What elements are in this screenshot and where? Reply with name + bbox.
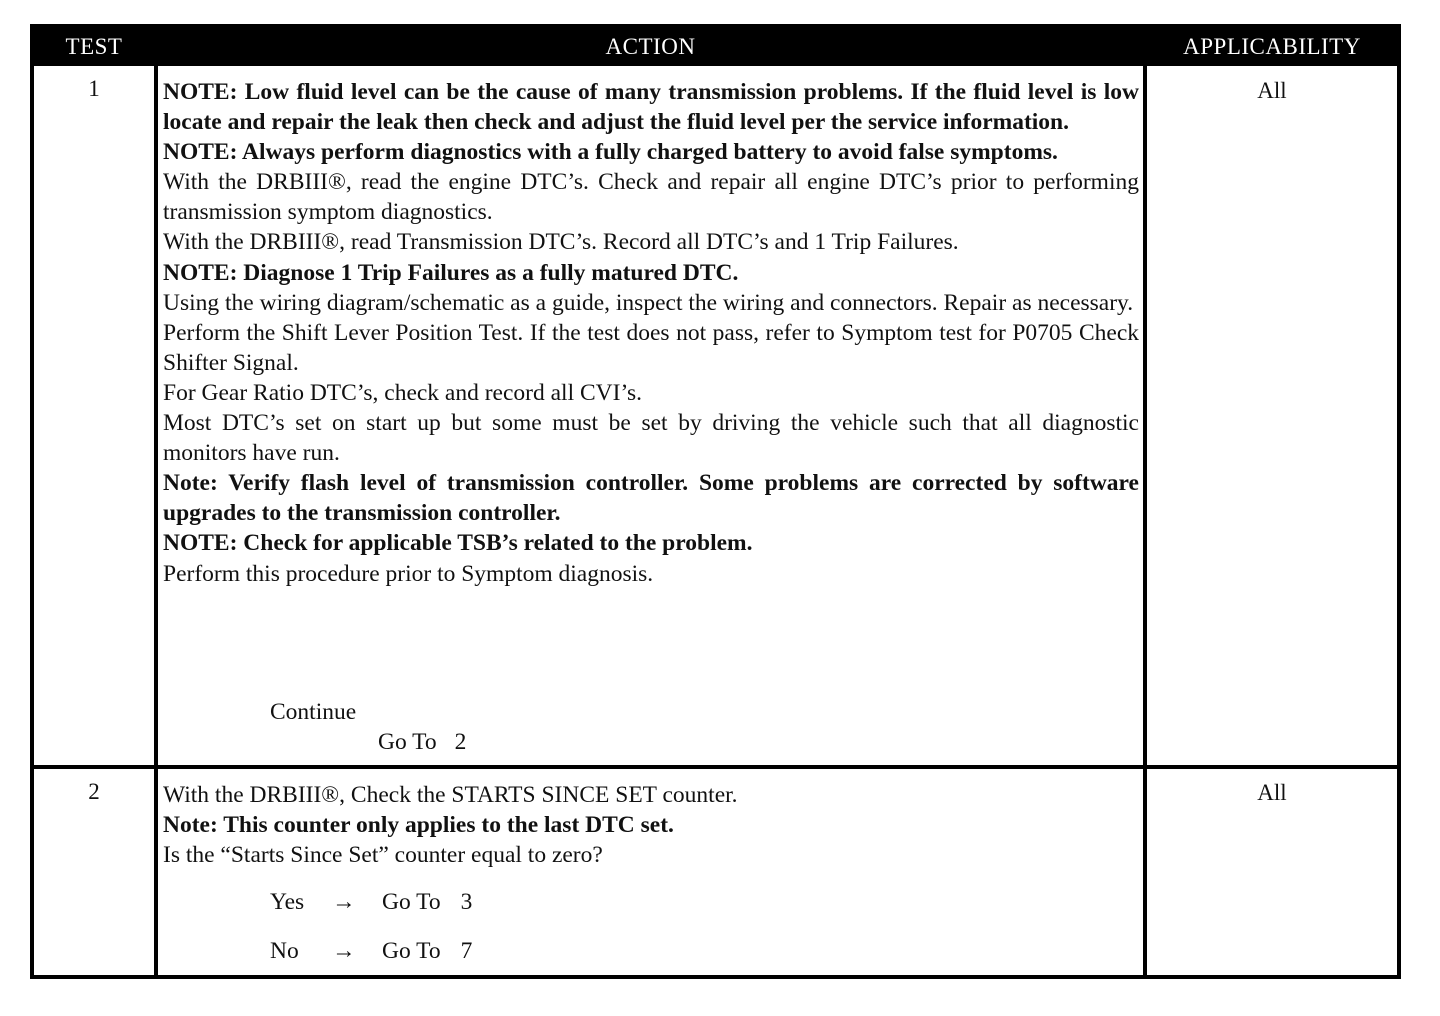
note-line: NOTE: Check for applicable TSB’s related to the problem. [163, 530, 753, 557]
action-text-1 [163, 77, 1139, 589]
action-line: With the DRBIII®, read Transmission DTC’s. Record all DTC’s and 1 Trip Failures. [163, 229, 959, 256]
column-divider [154, 66, 158, 975]
action-line: With the DRBIII®, read the engine DTC’s. Check and repair all engine DTC’s prior to performing transmission symptom diagnostics. [163, 169, 1139, 226]
goto-link[interactable] [378, 729, 466, 756]
test-number-1: 1 [88, 76, 100, 101]
action-line: Most DTC’s set on start up but some must be set by driving the vehicle such that all diagnostic monitors have run. [163, 410, 1139, 467]
action-text-2 [163, 780, 1139, 870]
yes-label: Yes [270, 889, 305, 915]
action-line: Using the wiring diagram/schematic as a guide, inspect the wiring and connectors. Repair as necessary. [163, 289, 1134, 316]
row-divider [34, 765, 1397, 769]
no-branch[interactable] [270, 938, 472, 965]
column-divider [1143, 66, 1147, 975]
test-number-2: 2 [88, 779, 100, 804]
note-line: Note: Verify flash level of transmission controller. Some problems are corrected by software upgrades to the transmission controller. [163, 470, 1139, 527]
header-applicability: APPLICABILITY [1183, 34, 1361, 59]
note-line: NOTE: Diagnose 1 Trip Failures as a fully matured DTC. [163, 259, 739, 286]
applicability-1: All [1257, 78, 1287, 103]
arrow-right-icon: → [332, 889, 356, 915]
diagnostic-table [30, 24, 1401, 979]
action-line: With the DRBIII®, Check the STARTS SINCE SET counter. [163, 782, 738, 808]
applicability-2: All [1257, 780, 1287, 805]
action-line: Perform the Shift Lever Position Test. If the test does not pass, refer to Symptom test for P0705 Check Shifter Signal. [163, 319, 1139, 376]
note-line: Note: This counter only applies to the last DTC set. [163, 812, 674, 839]
goto-label: Go To [382, 889, 441, 915]
no-label: No [270, 938, 299, 964]
header-action: ACTION [605, 34, 696, 59]
note-line: NOTE: Low fluid level can be the cause of many transmission problems. If the fluid level is low locate and repair the leak then check and adjust the fluid level per the service information. [163, 79, 1139, 136]
header-test: TEST [65, 34, 123, 59]
action-line: For Gear Ratio DTC’s, check and record all CVI’s. [163, 379, 643, 406]
goto-label: Go To [378, 729, 437, 755]
goto-label: Go To [382, 938, 441, 964]
action-line: Perform this procedure prior to Symptom diagnosis. [163, 560, 654, 587]
arrow-right-icon: → [332, 938, 356, 964]
goto-target: 3 [460, 889, 473, 915]
table-header [34, 28, 1397, 66]
yes-branch[interactable] [270, 889, 472, 916]
goto-target: 7 [460, 938, 473, 964]
goto-target: 2 [454, 729, 467, 755]
action-line: Is the “Starts Since Set” counter equal to zero? [163, 842, 603, 869]
continue-label: Continue [270, 699, 357, 725]
note-line: NOTE: Always perform diagnostics with a fully charged battery to avoid false symptoms. [163, 139, 1058, 166]
